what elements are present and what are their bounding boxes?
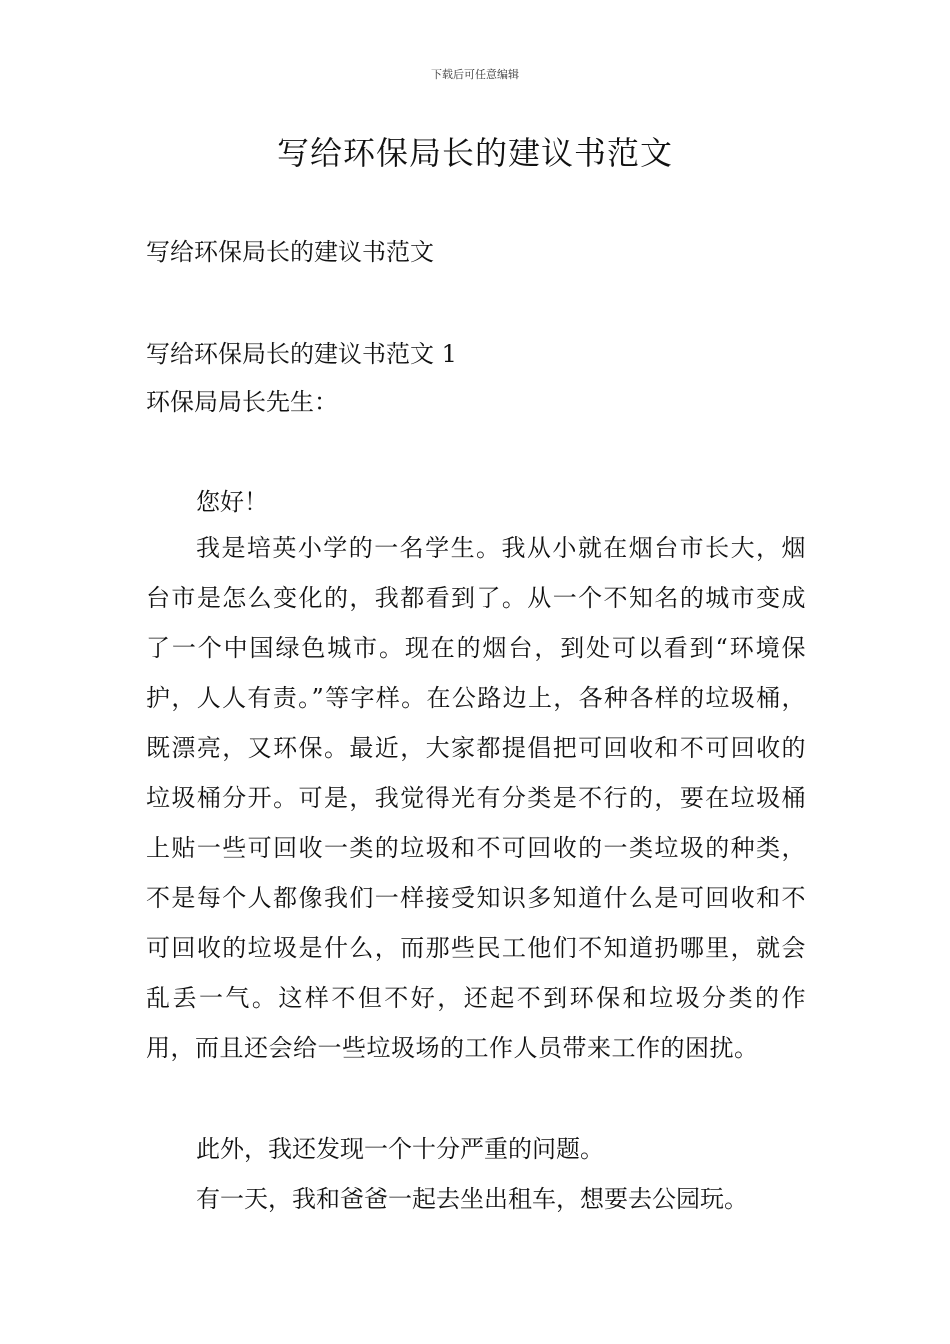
header-note: 下载后可任意编辑 [431, 68, 519, 81]
body-paragraph-3: 有一天，我和爸爸一起去坐出租车，想要去公园玩。 [196, 1185, 748, 1213]
document-title: 写给环保局长的建议书范文 [276, 134, 673, 172]
section-heading: 写给环保局长的建议书范文 1 [146, 340, 457, 368]
subtitle: 写给环保局长的建议书范文 [146, 238, 434, 266]
body-paragraph-1: 我是培英小学的一名学生。我从小就在烟台市长大，烟台市是怎么变化的，我都看到了。从一个不知名的城市变成了一个中国绿色城市。现在的烟台，到处可以看到“环境保护，人人有责。”等字样。在公路边上，各种各样的垃圾桶，既漂亮，又环保。最近，大家都提倡把可回收和不可回收的垃圾桶分开。可是，我觉得光有分类是不行的，要在垃圾桶上贴一些可回收一类的垃圾和不可回收的一类垃圾的种类，不是每个人都像我们一样接受知识多知道什么是可回收和不可回收的垃圾是什么，而那些民工他们不知道扔哪里，就会乱丢一气。这样不但不好，还起不到环保和垃圾分类的作用，而且还会给一些垃圾场的工作人员带来工作的困扰。 [146, 534, 806, 1062]
salutation: 环保局局长先生： [146, 388, 338, 416]
body-paragraph-2: 此外，我还发现一个十分严重的问题。 [196, 1135, 604, 1163]
greeting: 您好！ [196, 488, 268, 516]
